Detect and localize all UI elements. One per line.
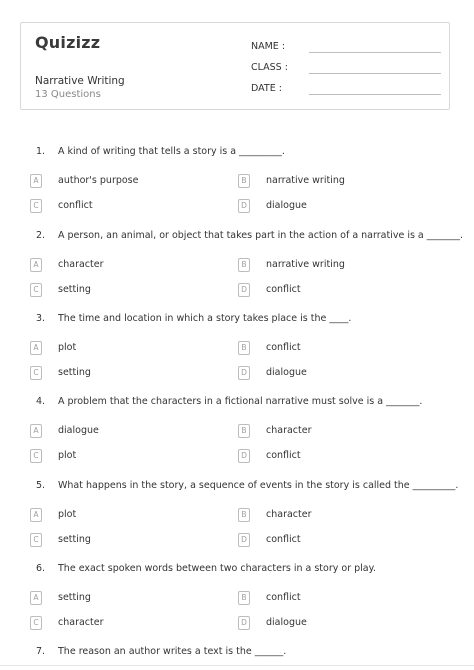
option-letter-box: A <box>30 508 42 522</box>
option-text: dialogue <box>266 367 307 378</box>
option-text: conflict <box>266 284 301 295</box>
option-letter-box: D <box>238 533 250 547</box>
option-letter-box: C <box>30 199 42 213</box>
option-text: setting <box>58 592 91 603</box>
option-text: conflict <box>266 342 301 353</box>
option-letter-box: A <box>30 424 42 438</box>
option-text: character <box>58 617 104 628</box>
question-text: The exact spoken words between two characters in a story or play. <box>58 563 376 574</box>
date-line <box>309 94 441 95</box>
option-letter-box: A <box>30 258 42 272</box>
question-count: 13 Questions <box>35 89 101 100</box>
option-text: conflict <box>266 592 301 603</box>
option-text: setting <box>58 284 91 295</box>
option-text: plot <box>58 509 77 520</box>
question-text: The time and location in which a story takes place is the ____. <box>58 313 352 324</box>
option-letter-box: C <box>30 533 42 547</box>
option-text: character <box>266 509 312 520</box>
date-label: DATE : <box>251 83 282 94</box>
option-text: dialogue <box>266 200 307 211</box>
option-letter-box: D <box>238 449 250 463</box>
question-number: 1. <box>36 146 46 157</box>
option-letter-box: B <box>238 424 250 438</box>
option-letter-box: B <box>238 341 250 355</box>
option-letter-box: B <box>238 508 250 522</box>
question-7 <box>36 646 286 657</box>
question-number: 6. <box>36 563 46 574</box>
option-letter-box: C <box>30 283 42 297</box>
question-number: 3. <box>36 313 46 324</box>
question-text: A person, an animal, or object that takes part in the action of a narrative is a _______. <box>58 230 464 241</box>
option-letter-box: B <box>238 174 250 188</box>
class-label: CLASS : <box>251 62 288 73</box>
option-text: plot <box>58 342 77 353</box>
name-line <box>309 52 441 53</box>
option-letter-box: D <box>238 199 250 213</box>
question-2 <box>36 230 463 241</box>
option-letter-box: D <box>238 616 250 630</box>
question-text: A kind of writing that tells a story is a _________. <box>58 146 285 157</box>
option-letter-box: C <box>30 449 42 463</box>
class-line <box>309 73 441 74</box>
option-text: narrative writing <box>266 175 345 186</box>
option-letter-box: A <box>30 591 42 605</box>
option-text: plot <box>58 450 77 461</box>
option-letter-box: C <box>30 366 42 380</box>
question-1 <box>36 146 285 157</box>
option-text: character <box>58 259 104 270</box>
class-field[interactable] <box>251 62 441 76</box>
option-letter-box: A <box>30 341 42 355</box>
option-text: setting <box>58 534 91 545</box>
option-text: dialogue <box>266 617 307 628</box>
question-3 <box>36 313 351 324</box>
option-letter-box: A <box>30 174 42 188</box>
option-text: narrative writing <box>266 259 345 270</box>
question-6 <box>36 563 376 574</box>
option-letter-box: B <box>238 591 250 605</box>
option-text: conflict <box>58 200 93 211</box>
date-field[interactable] <box>251 83 441 97</box>
option-letter-box: D <box>238 283 250 297</box>
option-letter-box: B <box>238 258 250 272</box>
name-label: NAME : <box>251 41 286 52</box>
question-5 <box>36 480 458 491</box>
option-text: dialogue <box>58 425 99 436</box>
option-letter-box: D <box>238 366 250 380</box>
worksheet-title: Narrative Writing <box>35 75 125 87</box>
option-text: author's purpose <box>58 175 139 186</box>
question-text: What happens in the story, a sequence of events in the story is called the _________. <box>58 480 459 491</box>
option-text: conflict <box>266 450 301 461</box>
option-text: setting <box>58 367 91 378</box>
question-text: The reason an author writes a text is the ______. <box>58 646 287 657</box>
question-text: A problem that the characters in a fictional narrative must solve is a _______. <box>58 396 423 407</box>
question-number: 2. <box>36 230 46 241</box>
worksheet-header <box>20 22 450 110</box>
option-letter-box: C <box>30 616 42 630</box>
question-number: 7. <box>36 646 46 657</box>
question-number: 4. <box>36 396 46 407</box>
page-divider <box>0 665 474 666</box>
option-text: character <box>266 425 312 436</box>
question-4 <box>36 396 422 407</box>
name-field[interactable] <box>251 41 441 55</box>
option-text: conflict <box>266 534 301 545</box>
question-number: 5. <box>36 480 46 491</box>
quizizz-logo: Quizizz <box>35 33 101 52</box>
